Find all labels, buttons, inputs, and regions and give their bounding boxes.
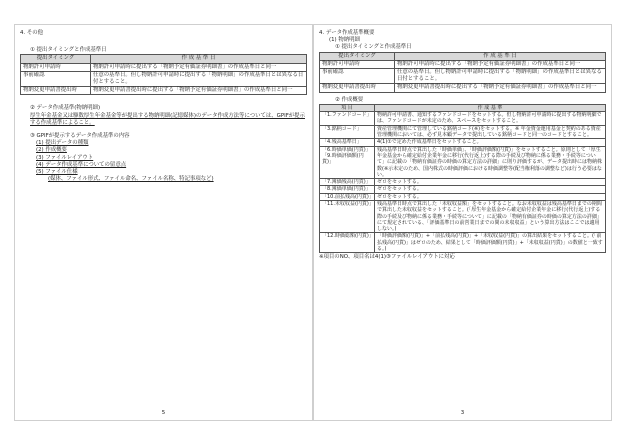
- list-note: (媒体、ファイル形式、ファイル命名、ファイル名称、特記事項など): [48, 176, 214, 183]
- left-sub2: ② データ作成基準(物納明細): [30, 105, 101, 112]
- table-row: [320, 112, 606, 126]
- table-cell: 物納許可申請時に提出する「物納予定有価証券明細書」の作成基準日と同一: [395, 60, 606, 68]
- table-cell: 「10.前払残高(円貨)」: [320, 193, 375, 200]
- table-cell: 物納変更申請書提出時: [21, 87, 91, 95]
- left-sub1: ① 提出タイミングと作成基準日: [30, 47, 107, 54]
- left-heading: 4. その他: [20, 30, 44, 36]
- table-row: [21, 71, 307, 86]
- table-cell: 残高基準日時点で算出した「未収収益額」をセットすること。なお未収収益は残高基準日までの期間で算出した未収収益をセットすること。(「厚生年金基金から確定給付企業年金に移行(代行返上)する際の手続及び物納に係る業務・手続等について」に記載の「物納有価証券の時価の算定方法の詳細」にて規定されている、「評価基準日の前営業日までの間の未収収益」という算出方法はここでは適用しない。): [375, 200, 606, 232]
- page-number: 5: [161, 410, 166, 416]
- left-page: [14, 24, 313, 421]
- col-header: 提出タイミング: [21, 55, 91, 63]
- table-cell: 事前確認: [320, 69, 395, 84]
- table-cell: 物納変更申請書提出時: [320, 84, 395, 92]
- table-cell: 残高基準日時点で算出した「時価単価」、「時価評価額(円貨)」をセットすること。原則として「厚生年金基金から確定給付企業年金に移行(代行返上)する際の手続及び物納に係る業務・手続等について」に記載の「物納有価証券の時価の算定方法の詳細」に則り評価するが、データ提出時には物納株数(※示未定のため、国内株式の時価評価における時価調整等(配当権利落の調整など)は行う必要はない。: [375, 146, 606, 178]
- table-cell: 任意の基準日。但し物納許可申請時に提出する「物納明細」の作成基準日とは異なる日付とすること。: [91, 71, 307, 86]
- right-timing-table: [319, 52, 606, 93]
- table-cell: 4(1)①で定めた作成基準日をセットすること。: [375, 139, 606, 146]
- right-sub1: (1) 物納明細: [329, 37, 360, 44]
- table-row: [320, 139, 606, 146]
- table-row: [21, 87, 307, 95]
- table-cell: 任意の基準日。但し物納許可申請時に提出する「物納明細」の作成基準日とは異なる日付とすること。: [395, 69, 606, 84]
- table-row: [320, 186, 606, 193]
- table-row: [21, 63, 307, 71]
- table-header-row: [320, 52, 606, 60]
- table-row: [320, 146, 606, 178]
- table-row: [320, 60, 606, 68]
- table-cell: 物納許可申請時: [21, 63, 91, 71]
- right-page: [313, 24, 612, 421]
- col-header: 項 目: [320, 104, 375, 111]
- page-number: 3: [460, 410, 465, 416]
- right-criteria-table: [319, 104, 606, 254]
- table-row: [320, 125, 606, 139]
- table-row: [320, 193, 606, 200]
- list-item: (3) ファイルレイアウト: [36, 154, 94, 161]
- table-cell: ゼロをセットする。: [375, 193, 606, 200]
- list-item: (1) 提出データの種類: [36, 140, 89, 147]
- table-cell: 「6.時価単価(円貨)」「9.時価評価額(円貨)」: [320, 146, 375, 178]
- list-item: (2) 作成概要: [36, 147, 67, 154]
- col-header: 作 成 基 準: [375, 104, 606, 111]
- left-timing-table: [20, 54, 307, 95]
- table-cell: 「12.時価総額(円貨)」: [320, 233, 375, 253]
- table-cell: 「1.ファンドコード」: [320, 112, 375, 126]
- table-cell: 「8.簿価単価(円貨)」: [320, 186, 375, 193]
- table-row: [320, 233, 606, 253]
- left-para2: 厚生年金基金又は駆数厚生年金基金等が提出する物納明細(記憶媒体)のデータ作成方法等については、GPIFが提示する作成基準によること。: [30, 112, 305, 126]
- table-header-row: [320, 104, 606, 111]
- right-heading: 4. データ作成基準概要: [319, 30, 375, 36]
- table-row: [320, 69, 606, 84]
- table-cell: 事前確認: [21, 71, 91, 86]
- table-cell: 「4.残高基準日」: [320, 139, 375, 146]
- table-cell: 「時価評価額(円貨)」+「前払残高(円貨)」+「未収収益(円貨)」の算出結果をセットすること。(「前払残高(円貨)」はゼロのため、結果として「時価評価額(円貨)」+「未収収益(円貨)」の数値と一致する。): [375, 233, 606, 253]
- table-cell: ゼロをセットする。: [375, 179, 606, 186]
- col-header: 作 成 基 準 日: [395, 52, 606, 60]
- table-cell: 物納許可申請時に提出する「物納予定有価証券明細書」の作成基準日と同一: [91, 63, 307, 71]
- table-header-row: [21, 55, 307, 63]
- table-row: [320, 179, 606, 186]
- table-cell: 「3.銘柄コード」: [320, 125, 375, 139]
- table-cell: ゼロをセットする。: [375, 186, 606, 193]
- table-cell: 物納許可申請時: [320, 60, 395, 68]
- right-sub2: ② 作成概要: [335, 96, 364, 103]
- table-cell: 物納変更申請書提出時に提出する「物納予定有価証券明細書」の作成基準日と同一: [395, 84, 606, 92]
- col-header: 作 成 基 準 日: [91, 55, 307, 63]
- table-cell: 物納許可申請書、通知するファンドコードをセットする。但し物納許可申請時に提出する物納明細では、ファンドコードが未定のため、スペースをセットすること。: [375, 112, 606, 126]
- footnote: ※項目のNO、項目名は4(1)③ファイルレイアウトに対応: [319, 254, 455, 261]
- table-cell: 「7.簿価残高(円貨)」: [320, 179, 375, 186]
- table-row: [320, 84, 606, 92]
- table-cell: 「11.未収収益(円貨)」: [320, 200, 375, 232]
- left-sub3: ③ GPIFが提示するデータ作成基準の内容: [30, 133, 130, 140]
- list-item: (5) ファイル仕様: [36, 169, 78, 176]
- table-cell: 物納変更申請書提出時に提出する「物納予定有価証券明細書」の作成基準日と同一: [91, 87, 307, 95]
- table-row: [320, 200, 606, 232]
- right-sub1a: ① 提出タイミングと作成基準日: [335, 44, 412, 51]
- table-cell: 資産管理機関にて管理している銘柄コード(※)をセットする。※ 年金資金運用基金と契約のある資産管理機関においては、必ず見本顧データで提出している銘柄コードと同一のコードとすること。: [375, 125, 606, 139]
- col-header: 提出タイミング: [320, 52, 395, 60]
- list-item: (4) データ作成基準についての留意点: [36, 161, 127, 168]
